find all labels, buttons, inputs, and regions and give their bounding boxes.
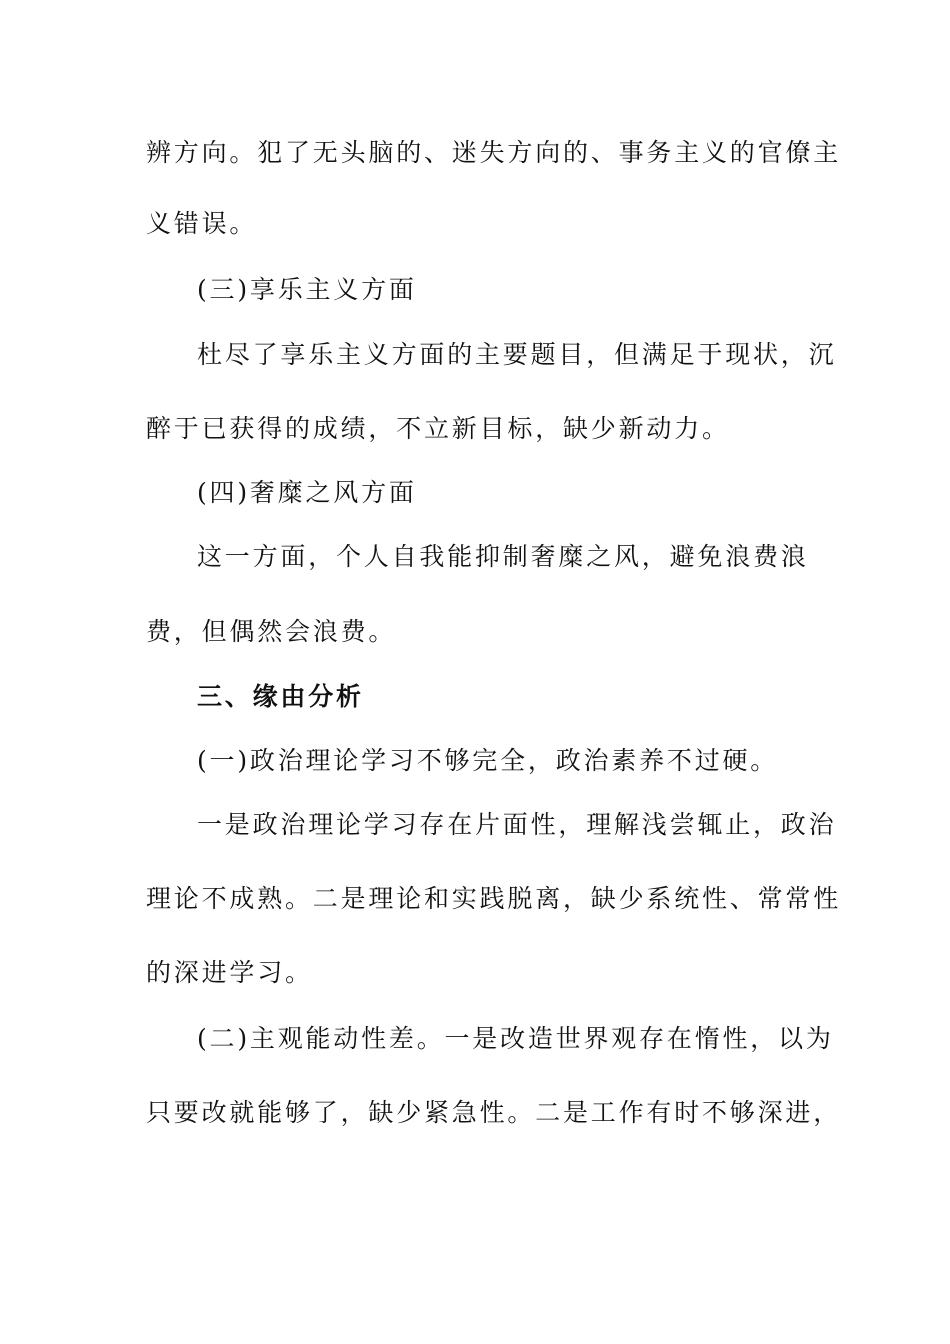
- paragraph-line: 义错误。: [146, 209, 258, 238]
- paragraph-line: 这一方面，个人自我能抑制奢糜之风，避免浪费浪: [197, 542, 809, 571]
- paragraph-line: 费，但偶然会浪费。: [146, 617, 397, 646]
- section-heading: (四)奢糜之风方面: [197, 478, 417, 507]
- paragraph-line: 辨方向。犯了无头脑的、迷失方向的、事务主义的官僚主: [146, 138, 842, 167]
- paragraph-line: 理论不成熟。二是理论和实践脱离，缺少系统性、常常性: [146, 884, 842, 913]
- paragraph-line: 的深进学习。: [146, 958, 313, 987]
- paragraph-line: (二)主观能动性差。一是改造世界观存在惰性，以为: [197, 1024, 834, 1053]
- paragraph-line: 杜尽了享乐主义方面的主要题目，但满足于现状，沉: [197, 340, 837, 369]
- paragraph-line: 一是政治理论学习存在片面性，理解浅尝辄止，政治: [197, 810, 837, 839]
- chapter-heading: 三、缘由分析: [197, 682, 364, 711]
- paragraph-line: 只要改就能够了，缺少紧急性。二是工作有时不够深进，: [146, 1098, 842, 1127]
- section-heading: (一)政治理论学习不够完全，政治素养不过硬。: [197, 746, 779, 775]
- paragraph-line: 醉于已获得的成绩，不立新目标，缺少新动力。: [146, 414, 730, 443]
- section-heading: (三)享乐主义方面: [197, 275, 417, 304]
